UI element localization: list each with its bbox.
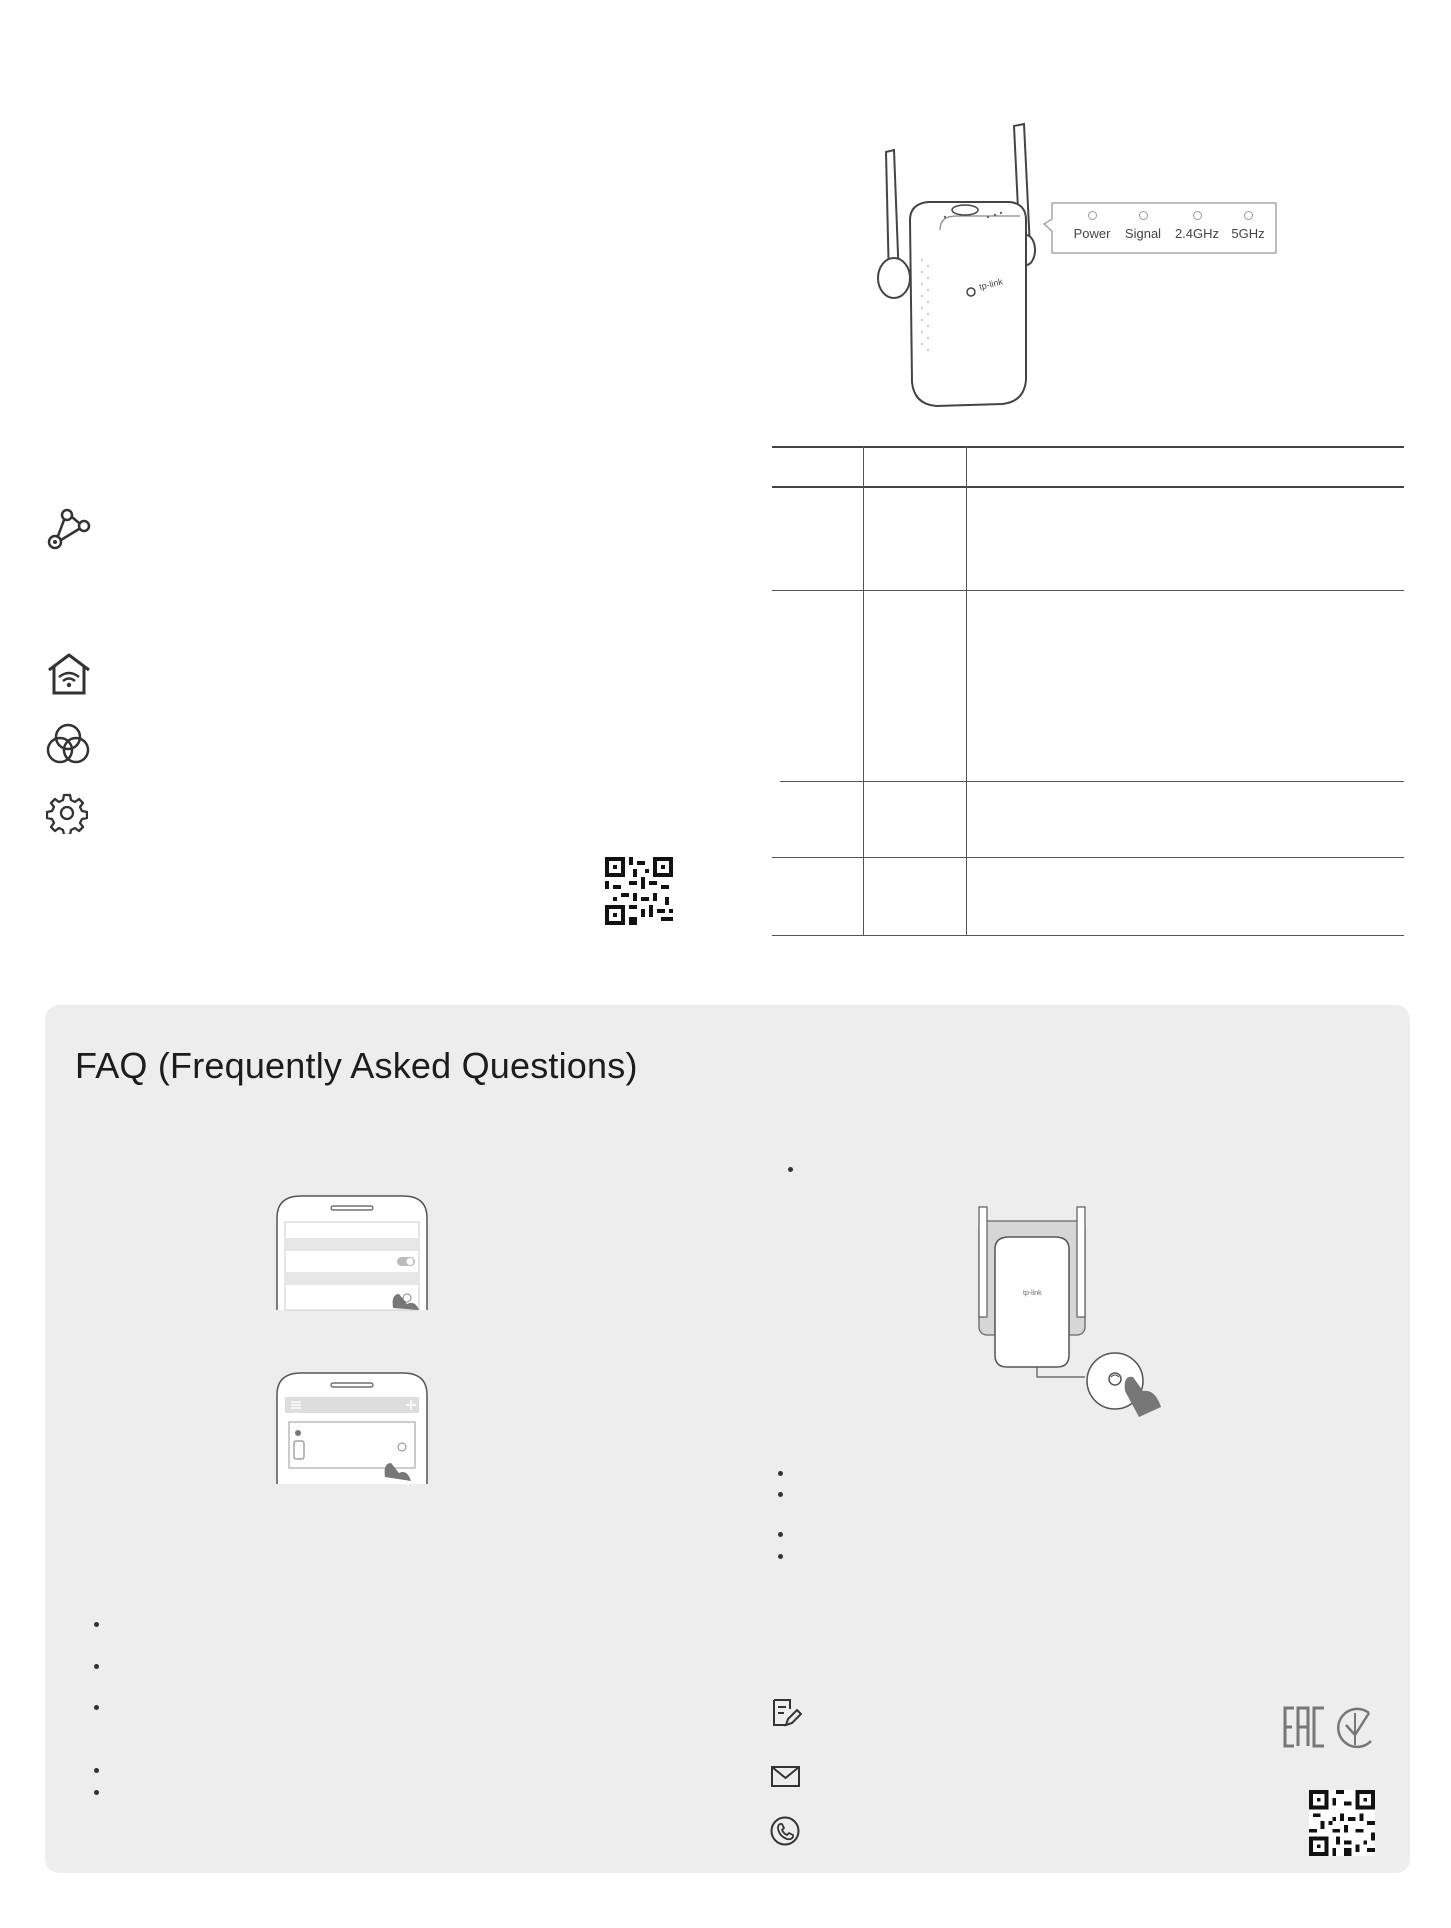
device-logo: tp-link [978, 276, 1004, 292]
range-extender-illustration [870, 120, 1290, 420]
faq-section [45, 1005, 1410, 1873]
phone-illustration-2 [275, 1367, 435, 1487]
list-bullet [778, 1471, 783, 1476]
overlapping-circles-icon [46, 722, 90, 766]
led-callout [1050, 201, 1278, 253]
led-5ghz [1226, 211, 1270, 241]
list-bullet [94, 1768, 99, 1773]
list-bullet [778, 1492, 783, 1497]
reset-device-logo: tp-link [1023, 1290, 1042, 1297]
qr-code [605, 857, 673, 925]
phone-illustration-1 [275, 1190, 435, 1315]
list-bullet [778, 1532, 783, 1537]
ukrainian-conformity-mark [1333, 1705, 1377, 1749]
list-bullet [778, 1554, 783, 1559]
mail-icon [770, 1765, 802, 1789]
home-wifi-icon [46, 652, 92, 696]
list-bullet [94, 1790, 99, 1795]
faq-title: FAQ (Frequently Asked Questions) [75, 1045, 638, 1086]
phone-icon [769, 1815, 801, 1847]
led-power [1072, 211, 1112, 241]
eac-mark [1282, 1705, 1328, 1749]
reset-button-illustration [975, 1205, 1225, 1425]
edit-document-icon [770, 1697, 802, 1729]
network-nodes-icon [46, 508, 92, 550]
list-bullet [788, 1167, 793, 1172]
led-label-5ghz: 5GHz [1231, 226, 1265, 241]
led-signal [1118, 211, 1168, 241]
led-label-power: Power [1073, 226, 1111, 241]
qr-code-support [1309, 1790, 1375, 1856]
list-bullet [94, 1622, 99, 1627]
list-bullet [94, 1664, 99, 1669]
list-bullet [94, 1705, 99, 1710]
led-label-24ghz: 2.4GHz [1174, 226, 1220, 241]
led-label-signal: Signal [1124, 226, 1162, 241]
led-24ghz [1172, 211, 1222, 241]
gear-icon [46, 792, 88, 834]
